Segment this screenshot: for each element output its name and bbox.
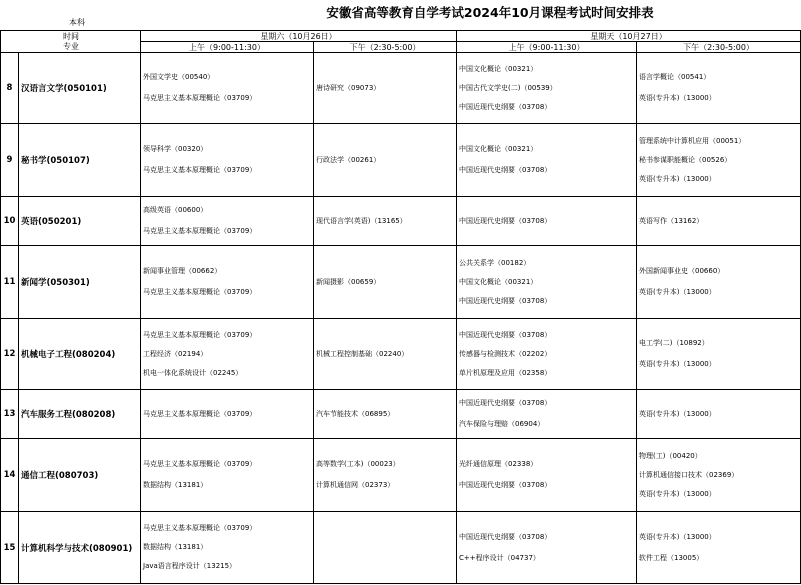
course-entry: 机电一体化系统设计（02245） — [143, 368, 243, 377]
header-day-sunday: 星期天（10月27日） — [457, 31, 801, 42]
table-row — [1, 390, 801, 439]
sat-am-cell — [141, 512, 314, 584]
row-number: 11 — [1, 246, 19, 319]
course-entry: 中国近现代史纲要（03708） — [459, 330, 552, 339]
major-name: 机械电子工程(080204) — [19, 319, 141, 390]
course-entry: 新闻事业管理（00662） — [143, 267, 222, 275]
table-row — [1, 319, 801, 390]
course-entry: 秘书参谋职能概论（00526） — [639, 155, 732, 164]
row-number: 14 — [1, 439, 19, 512]
sat-am-cell — [141, 124, 314, 197]
header-sat-am: 上午（9:00-11:30） — [141, 42, 314, 53]
sun-pm-cell — [637, 390, 801, 439]
table-row — [1, 246, 801, 319]
course-entry: 英语(专升本)（13000） — [639, 288, 716, 296]
sat-pm-cell — [314, 246, 457, 319]
course-entry: 英语(专升本)（13000） — [639, 360, 716, 368]
course-entry: 高级英语（00600） — [143, 206, 208, 214]
course-entry: 单片机原理及应用（02358） — [459, 368, 552, 377]
sun-am-cell — [457, 53, 637, 124]
course-entry: 外国文学史（00540） — [143, 73, 215, 81]
major-name: 汽车服务工程(080208) — [19, 390, 141, 439]
course-entry: 计算机通信接口技术（02369） — [639, 470, 739, 479]
course-entry: 英语(专升本)（13000） — [639, 532, 716, 541]
course-entry: 马克思主义基本原理概论（03709） — [143, 460, 257, 468]
sat-pm-cell — [314, 124, 457, 197]
page-title: 安徽省高等教育自学考试2024年10月课程考试时间安排表 — [326, 5, 654, 20]
course-entry: Java语言程序设计（13215） — [143, 562, 237, 570]
corner-label-level: 本科 — [69, 18, 85, 27]
course-entry: 中国近现代史纲要（03708） — [459, 399, 552, 407]
course-entry: 唐诗研究（09073） — [316, 83, 381, 92]
course-entry: C++程序设计（04737） — [459, 553, 540, 562]
header-day-saturday: 星期六（10月26日） — [141, 31, 457, 42]
major-name: 通信工程(080703) — [19, 439, 141, 512]
course-entry: 物理(工)（00420） — [639, 451, 702, 460]
header-row-days — [1, 31, 801, 42]
course-entry: 行政法学（00261） — [316, 155, 381, 164]
sat-am-cell — [141, 319, 314, 390]
course-entry: 马克思主义基本原理概论（03709） — [143, 227, 257, 235]
sun-am-cell — [457, 390, 637, 439]
header-sun-pm: 下午（2:30-5:00） — [637, 42, 801, 53]
course-entry: 机械工程控制基础（02240） — [316, 349, 409, 358]
course-entry: 新闻摄影（00659） — [316, 277, 381, 286]
sun-pm-cell — [637, 197, 801, 246]
sat-am-cell — [141, 439, 314, 512]
sun-am-cell — [457, 246, 637, 319]
major-name: 汉语言文学(050101) — [19, 53, 141, 124]
course-entry: 公共关系学（00182） — [459, 258, 531, 267]
sun-am-cell — [457, 512, 637, 584]
course-entry: 中国古代文学史(二)（00539） — [459, 83, 557, 92]
course-entry: 电工学(二)（10892） — [639, 339, 709, 347]
course-entry: 中国近现代史纲要（03708） — [459, 216, 552, 225]
course-entry: 中国文化概论（00321） — [459, 64, 538, 73]
course-entry: 中国近现代史纲要（03708） — [459, 296, 552, 305]
row-number: 9 — [1, 124, 19, 197]
sun-pm-cell — [637, 53, 801, 124]
major-name: 新闻学(050301) — [19, 246, 141, 319]
course-entry: 传感器与检测技术（02202） — [459, 349, 552, 358]
table-row — [1, 197, 801, 246]
sat-pm-cell — [314, 512, 457, 584]
course-entry: 汽车保险与理赔（06904） — [459, 420, 545, 428]
sat-pm-cell — [314, 197, 457, 246]
sun-am-cell — [457, 319, 637, 390]
sat-am-cell — [141, 53, 314, 124]
course-entry: 马克思主义基本原理概论（03709） — [143, 330, 257, 339]
sun-pm-cell — [637, 319, 801, 390]
row-number: 10 — [1, 197, 19, 246]
course-entry: 英语写作（13162） — [639, 216, 704, 225]
course-entry: 马克思主义基本原理概论（03709） — [143, 524, 257, 532]
row-number: 12 — [1, 319, 19, 390]
table-row — [1, 124, 801, 197]
row-number: 8 — [1, 53, 19, 124]
course-entry: 计算机通信网（02373） — [316, 481, 395, 489]
course-entry: 领导科学（00320） — [143, 145, 208, 153]
course-entry: 英语(专升本)（13000） — [639, 489, 716, 498]
course-entry: 管理系统中计算机应用（00051） — [639, 136, 746, 145]
header-sat-pm: 下午（2:30-5:00） — [314, 42, 457, 53]
sun-am-cell — [457, 439, 637, 512]
course-entry: 中国近现代史纲要（03708） — [459, 481, 552, 489]
course-entry: 中国近现代史纲要（03708） — [459, 532, 552, 541]
course-entry: 数据结构（13181） — [143, 481, 208, 489]
major-name: 英语(050201) — [19, 197, 141, 246]
corner-label-major: 专业 — [63, 42, 79, 51]
course-entry: 现代语言学(英语)（13165） — [316, 216, 407, 225]
course-entry: 英语(专升本)（13000） — [639, 174, 716, 183]
course-entry: 马克思主义基本原理概论（03709） — [143, 288, 257, 296]
sat-am-cell — [141, 390, 314, 439]
sun-am-cell — [457, 197, 637, 246]
table-row — [1, 439, 801, 512]
sat-am-cell — [141, 246, 314, 319]
table-row — [1, 512, 801, 584]
course-entry: 中国近现代史纲要（03708） — [459, 102, 552, 111]
header-corner — [1, 18, 141, 53]
sat-pm-cell — [314, 439, 457, 512]
course-entry: 马克思主义基本原理概论（03709） — [143, 94, 257, 102]
major-name: 秘书学(050107) — [19, 124, 141, 197]
row-number: 15 — [1, 512, 19, 584]
course-entry: 光纤通信原理（02338） — [459, 460, 538, 468]
course-entry: 数据结构（13181） — [143, 543, 208, 551]
course-entry: 软件工程（13005） — [639, 553, 704, 562]
course-entry: 马克思主义基本原理概论（03709） — [143, 166, 257, 174]
row-number: 13 — [1, 390, 19, 439]
sat-am-cell — [141, 197, 314, 246]
corner-label-time: 时间 — [63, 32, 79, 41]
course-entry: 中国近现代史纲要（03708） — [459, 166, 552, 174]
course-entry: 外国新闻事业史（00660） — [639, 267, 725, 275]
major-name: 计算机科学与技术(080901) — [19, 512, 141, 584]
course-entry: 马克思主义基本原理概论（03709） — [143, 409, 257, 418]
sun-pm-cell — [637, 124, 801, 197]
sun-pm-cell — [637, 512, 801, 584]
sun-pm-cell — [637, 439, 801, 512]
table-row — [1, 53, 801, 124]
sat-pm-cell — [314, 53, 457, 124]
sat-pm-cell — [314, 319, 457, 390]
course-entry: 中国文化概论（00321） — [459, 145, 538, 153]
course-entry: 中国文化概论（00321） — [459, 277, 538, 286]
sun-pm-cell — [637, 246, 801, 319]
course-entry: 汽车节能技术（06895） — [316, 409, 395, 418]
course-entry: 语言学概论（00541） — [639, 73, 711, 81]
sat-pm-cell — [314, 390, 457, 439]
header-sun-am: 上午（9:00-11:30） — [457, 42, 637, 53]
course-entry: 英语(专升本)（13000） — [639, 94, 716, 102]
course-entry: 高等数学(工本)（00023） — [316, 460, 400, 468]
sun-am-cell — [457, 124, 637, 197]
schedule-table — [0, 18, 801, 584]
course-entry: 英语(专升本)（13000） — [639, 409, 716, 418]
course-entry: 工程经济（02194） — [143, 349, 208, 358]
